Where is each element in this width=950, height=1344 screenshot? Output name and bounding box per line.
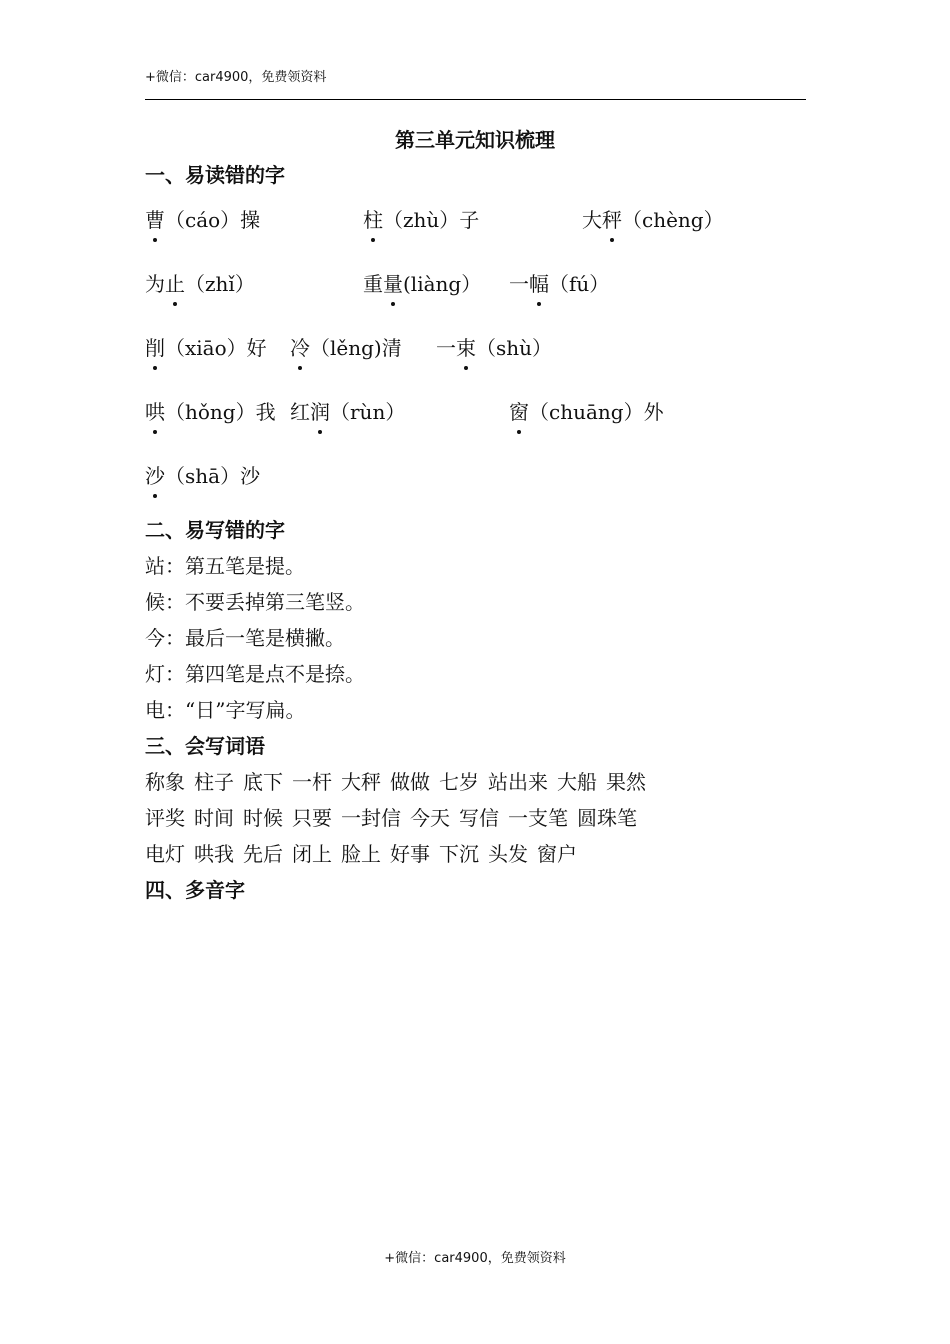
vocab-word: 哄我 [194,842,234,866]
pinyin-item: 大秤（chèng） [582,204,724,233]
vocab-word: 闭上 [292,842,332,866]
document-title: 第三单元知识梳理 [395,128,555,152]
vocab-word: 底下 [243,770,283,794]
section-heading-vocabulary: 三、会写词语 [145,734,265,758]
emphasis-char: 哄 [145,396,165,425]
vocab-word: 评奖 [145,806,185,830]
emphasis-char: 止 [165,268,185,297]
pinyin-item: 冷（lěng)清 [290,332,402,361]
page-header-text: +微信：car4900，免费领资料 [145,70,327,85]
vocab-word: 时间 [194,806,234,830]
pinyin-row [145,268,806,300]
vocab-word: 果然 [606,770,646,794]
section-heading-polyphones: 四、多音字 [145,878,245,902]
section-heading-miswritten: 二、易写错的字 [145,518,285,542]
pinyin-item: 一幅（fú） [509,268,609,297]
pinyin-row [145,204,806,236]
vocab-word: 今天 [410,806,450,830]
vocab-word: 大船 [557,770,597,794]
pinyin-row [145,396,806,428]
pinyin-row [145,460,806,492]
vocab-word: 窗户 [537,842,577,866]
vocab-word: 七岁 [439,770,479,794]
pinyin-item: 重量(liàng） [363,268,481,297]
header-divider [145,99,806,100]
vocab-word: 电灯 [145,842,185,866]
vocab-row [145,766,655,795]
vocab-row [145,802,646,831]
vocab-word: 只要 [292,806,332,830]
emphasis-char: 曹 [145,204,165,233]
writing-note: 候：不要丢掉第三笔竖。 [145,590,365,614]
emphasis-char: 束 [456,332,476,361]
pinyin-item: 曹（cáo）操 [145,204,260,233]
vocab-row [145,838,586,867]
vocab-word: 大秤 [341,770,381,794]
vocab-word: 做做 [390,770,430,794]
pinyin-item: 红润（rùn） [290,396,405,425]
writing-note: 今：最后一笔是横撇。 [145,626,345,650]
writing-note: 电：“日”字写扁。 [145,698,306,722]
pinyin-item: 为止（zhǐ） [145,268,255,297]
pinyin-item: 哄（hǒng）我 [145,396,276,425]
vocab-word: 称象 [145,770,185,794]
emphasis-char: 窗 [509,396,529,425]
emphasis-char: 沙 [145,460,165,489]
pinyin-item: 窗（chuāng）外 [509,396,664,425]
emphasis-char: 冷 [290,332,310,361]
vocab-word: 脸上 [341,842,381,866]
vocab-word: 头发 [488,842,528,866]
vocab-word: 站出来 [488,770,548,794]
pinyin-item: 削（xiāo）好 [145,332,267,361]
vocab-word: 一封信 [341,806,401,830]
vocab-word: 圆珠笔 [577,806,637,830]
vocab-word: 一支笔 [508,806,568,830]
vocab-word: 柱子 [194,770,234,794]
pinyin-row [145,332,806,364]
vocab-word: 时候 [243,806,283,830]
emphasis-char: 削 [145,332,165,361]
emphasis-char: 幅 [529,268,549,297]
emphasis-char: 柱 [363,204,383,233]
writing-note: 站：第五笔是提。 [145,554,305,578]
section-heading-misread: 一、易读错的字 [145,163,285,187]
vocab-word: 下沉 [439,842,479,866]
writing-note: 灯：第四笔是点不是捺。 [145,662,365,686]
pinyin-item: 一束（shù） [436,332,552,361]
pinyin-item: 柱（zhù）子 [363,204,479,233]
emphasis-char: 秤 [602,204,622,233]
emphasis-char: 润 [310,396,330,425]
vocab-word: 写信 [459,806,499,830]
page-footer-text: +微信：car4900，免费领资料 [384,1251,566,1266]
pinyin-item: 沙（shā）沙 [145,460,260,489]
vocab-word: 一杆 [292,770,332,794]
vocab-word: 好事 [390,842,430,866]
vocab-word: 先后 [243,842,283,866]
emphasis-char: 量 [383,268,403,297]
